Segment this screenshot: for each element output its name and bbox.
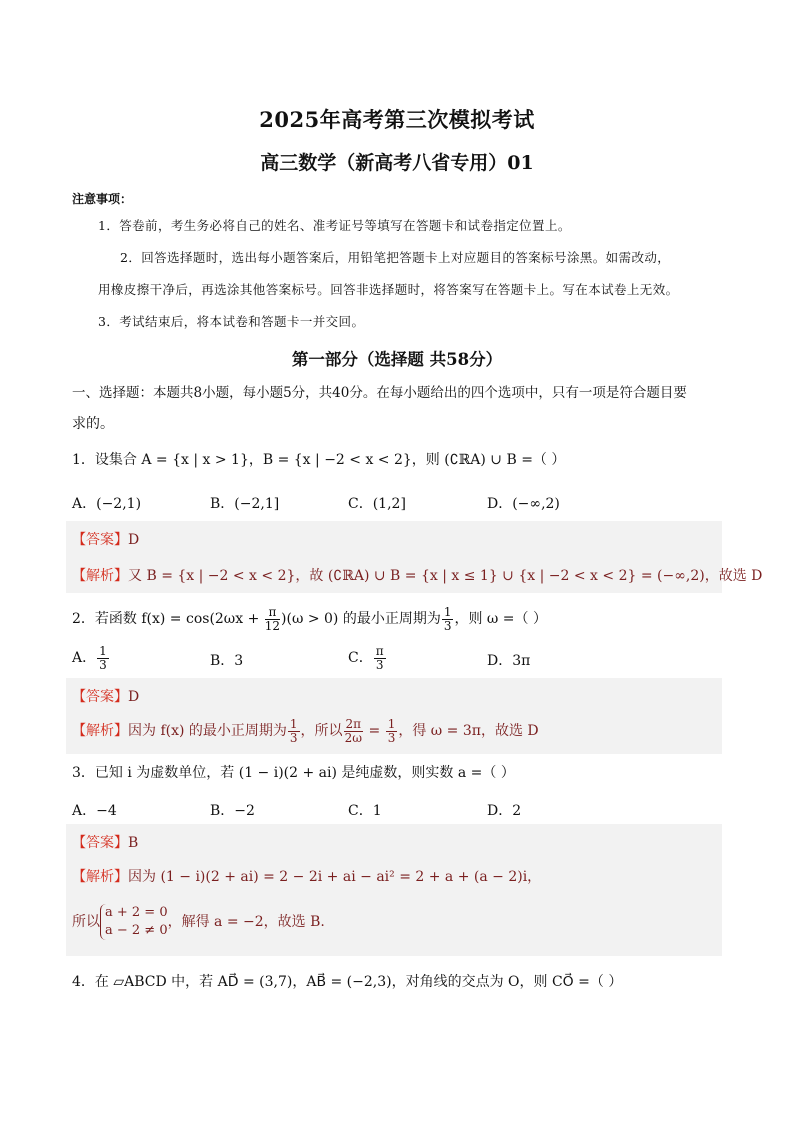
exam-title: 2025年高考第三次模拟考试	[259, 107, 535, 132]
q2-analysis	[72, 714, 539, 748]
section-title: 第一部分（选择题 共58分）	[291, 350, 503, 369]
q1-option-d: D．(−∞,2)	[487, 496, 560, 512]
q2-analysis-f3-num: 1	[387, 716, 396, 731]
q2-analysis-f1-den: 3	[289, 730, 298, 745]
q2-stem-frac2-num: 1	[443, 604, 452, 619]
answer-tag: 【答案】	[72, 689, 128, 705]
q2-option-d: D．3π	[487, 653, 531, 669]
q3-answer-value: B	[128, 835, 139, 851]
q4-stem: 4．在 ▱ABCD 中，若 AD⃗ = (3,7)，AB⃗ = (−2,3)，对角线的交点为 O，则 CO⃗ =（ ）	[72, 974, 623, 990]
q2-option-c-fraction	[374, 645, 386, 671]
q2-analysis-part-d: ，得 ω = 3π，故选 D	[398, 723, 539, 739]
q2-analysis-part-c: =	[364, 723, 385, 739]
answer-tag: 【答案】	[72, 532, 128, 548]
q2-solution-box	[66, 678, 722, 754]
exam-subtitle: 高三数学（新高考八省专用）01	[260, 152, 534, 174]
q2-option-c-num: π	[375, 643, 384, 658]
notice-heading: 注意事项：	[72, 192, 133, 206]
q2-option-a-num: 1	[99, 643, 107, 658]
notice-item-2b: 用橡皮擦干净后，再选涂其他答案标号。回答非选择题时，将答案写在答题卡上。写在本试卷上无效。	[98, 282, 679, 297]
q1-solution-box	[66, 521, 763, 593]
q2-analysis-f2-den: 2ω	[344, 730, 363, 745]
q2-analysis-f2-num: 2π	[345, 716, 362, 731]
q3-analysis-prefix: 所以	[72, 914, 100, 930]
q3-option-a: A．−4	[72, 803, 117, 819]
q2-stem	[72, 602, 547, 636]
q2-answer-value: D	[128, 689, 140, 705]
q3-option-c: C．1	[348, 803, 382, 819]
q2-stem-part-a: 2．若函数 f(x) = cos(2ωx +	[72, 611, 264, 627]
q1-answer	[72, 529, 139, 549]
q2-option-c-label: C．	[348, 650, 373, 666]
analysis-tag: 【解析】	[72, 723, 128, 739]
q2-analysis-fraction-3	[386, 718, 398, 744]
q3-stem: 3．已知 i 为虚数单位，若 (1 − i)(2 + ai) 是纯虚数，则实数 a =（ ）	[72, 765, 515, 781]
q2-stem-fraction-2	[442, 606, 454, 632]
q2-analysis-part-a: 因为 f(x) 的最小正周期为	[128, 723, 287, 739]
q3-answer	[72, 832, 138, 852]
notice-item-1: 1．答卷前，考生务必将自己的姓名、准考证号等填写在答题卡和试卷指定位置上。	[98, 218, 571, 233]
q1-option-b: B．(−2,1]	[210, 496, 280, 512]
analysis-tag: 【解析】	[72, 568, 128, 584]
q2-stem-part-b: )(ω > 0) 的最小正周期为	[281, 611, 441, 627]
q2-option-c	[348, 641, 387, 675]
q1-answer-value: D	[128, 532, 140, 548]
q3-analysis-suffix: ，解得 a = −2，故选 B.	[167, 914, 325, 930]
q2-stem-fraction	[265, 606, 280, 632]
section-intro-line1: 一、选择题：本题共8小题，每小题5分，共40分。在每小题给出的四个选项中，只有一项是符合题目要	[72, 385, 687, 401]
q2-option-b: B．3	[210, 653, 244, 669]
q2-stem-frac-num: π	[265, 606, 280, 620]
q1-stem: 1．设集合 A = {x | x > 1}，B = {x | −2 < x < 2}，则 (∁ℝA) ∪ B =（ ）	[72, 452, 566, 468]
section-intro-line2: 求的。	[72, 416, 114, 432]
q2-option-a-label: A．	[72, 650, 97, 666]
q3-equation-system	[100, 904, 168, 940]
q2-stem-frac2-den: 3	[443, 618, 452, 633]
q2-analysis-fraction-2	[344, 718, 364, 744]
q2-stem-frac-den: 12	[264, 618, 281, 633]
q3-option-b: B．−2	[210, 803, 255, 819]
q2-option-a-den: 3	[99, 657, 107, 672]
q2-answer	[72, 686, 139, 706]
q3-solution-box	[66, 824, 722, 956]
q2-analysis-fraction-1	[288, 718, 300, 744]
q1-analysis	[72, 565, 762, 585]
q2-option-a-fraction	[97, 645, 109, 671]
notice-item-3: 3．考试结束后，将本试卷和答题卡一并交回。	[98, 314, 365, 329]
q2-analysis-f1-num: 1	[289, 716, 298, 731]
q2-option-a	[72, 641, 110, 675]
q1-analysis-text: 又 B = {x | −2 < x < 2}，故 (∁ℝA) ∪ B = {x | x ≤ 1} ∪ {x | −2 < x < 2} = (−∞,2)，故选 D	[128, 568, 763, 584]
q2-stem-part-c: ，则 ω =（ ）	[454, 611, 547, 627]
q2-analysis-part-b: ，所以	[300, 723, 343, 739]
q3-analysis-line2	[72, 904, 325, 940]
q3-analysis-line1	[72, 866, 541, 886]
q1-option-a: A．(−2,1)	[72, 496, 142, 512]
q3-equation-2: a − 2 ≠ 0	[105, 923, 168, 938]
q2-option-c-den: 3	[375, 657, 384, 672]
q1-option-c: C．(1,2]	[348, 496, 406, 512]
q3-equation-1: a + 2 = 0	[105, 905, 168, 920]
notice-item-2a: 2．回答选择题时，选出每小题答案后，用铅笔把答题卡上对应题目的答案标号涂黑。如需改动，	[120, 250, 671, 265]
q3-analysis-text: 因为 (1 − i)(2 + ai) = 2 − 2i + ai − ai² = 2 + a + (a − 2)i，	[128, 869, 542, 885]
q3-option-d: D．2	[487, 803, 522, 819]
analysis-tag: 【解析】	[72, 869, 128, 885]
answer-tag: 【答案】	[72, 835, 128, 851]
q2-analysis-f3-den: 3	[387, 730, 396, 745]
